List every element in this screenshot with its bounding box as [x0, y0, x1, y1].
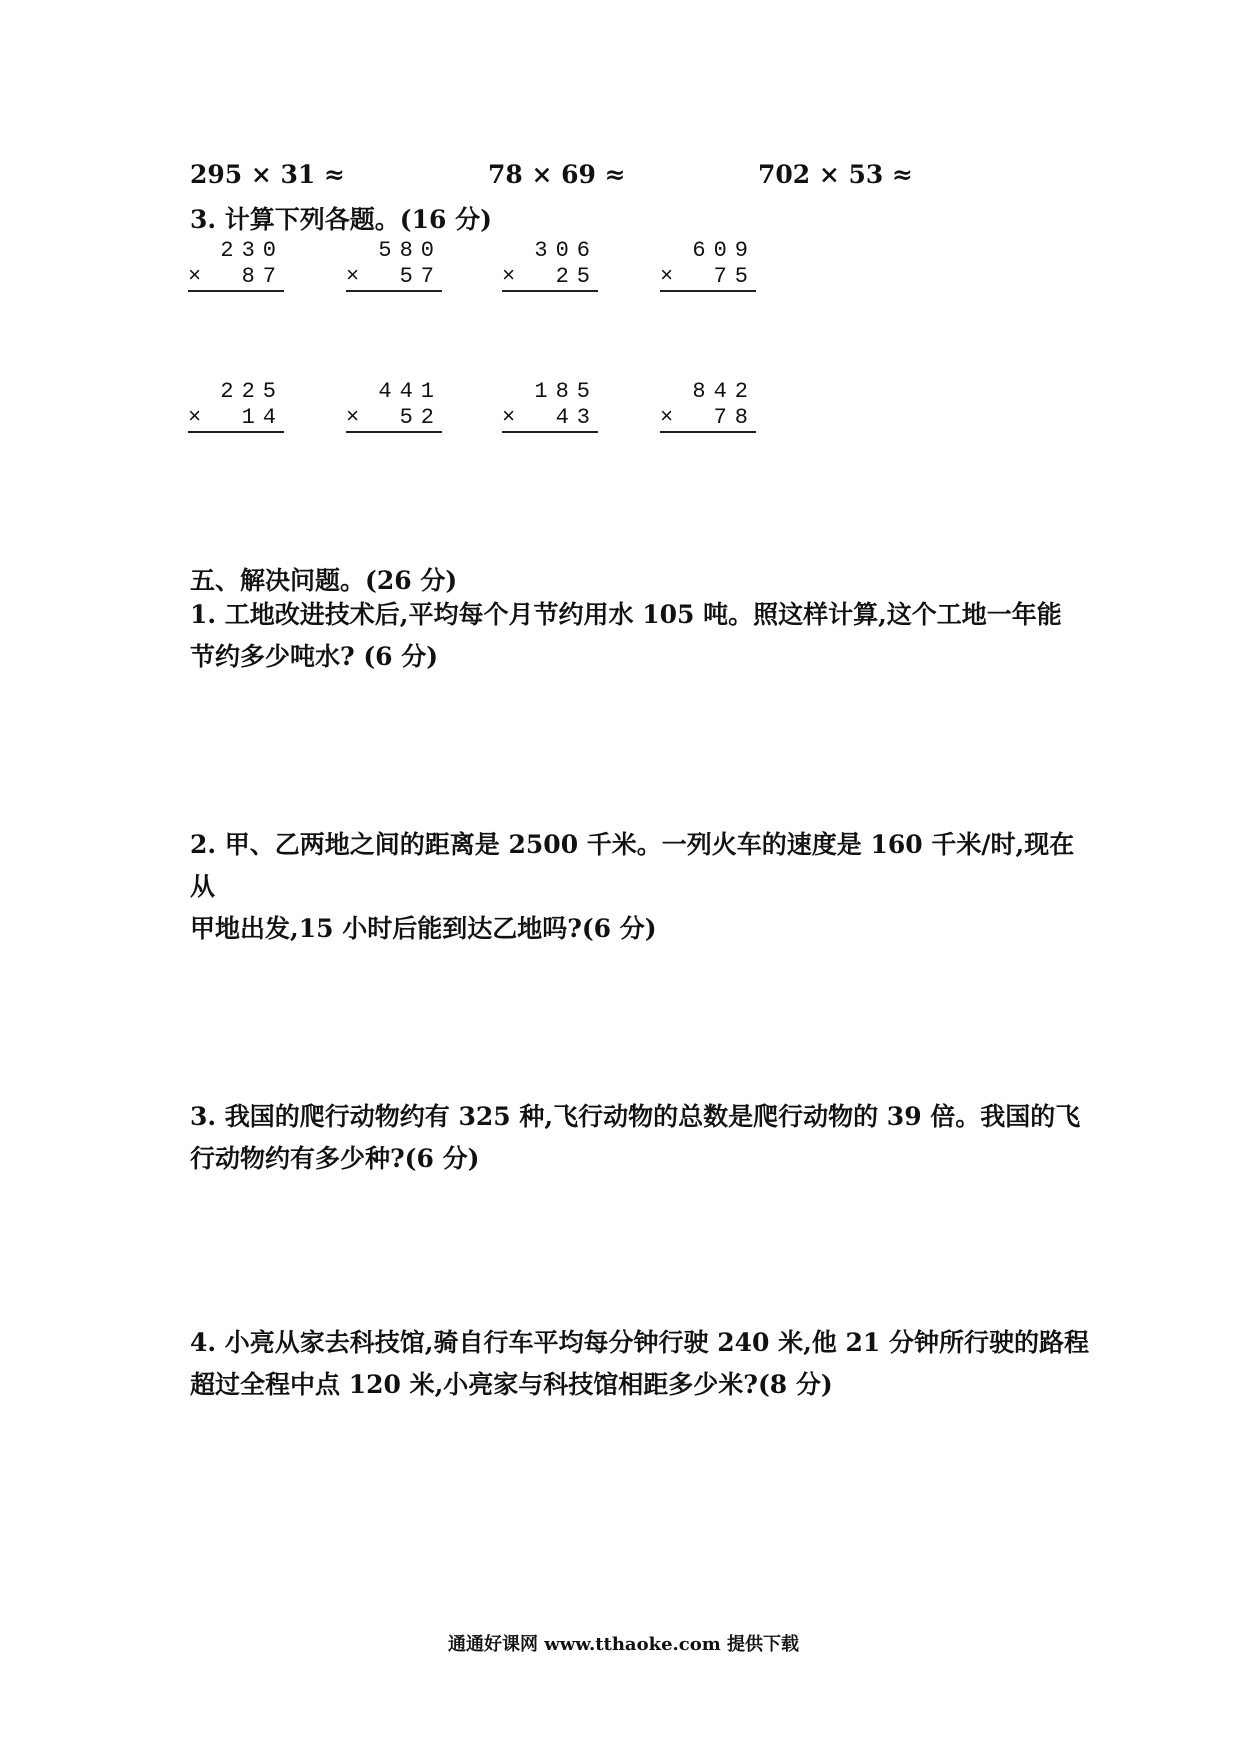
multiplicand: 441 — [378, 379, 442, 404]
section-3-title: 3. 计算下列各题。(16 分) — [190, 205, 492, 234]
times-sign: × — [660, 405, 674, 430]
question-line: 4. 小亮从家去科技馆,骑自行车平均每分钟行驶 240 米,他 21 分钟所行驶的路程 — [190, 1328, 1090, 1357]
times-sign: × — [188, 405, 202, 430]
multiplier: 52 — [399, 405, 442, 430]
vertical-multiplication — [502, 238, 598, 292]
word-problem-1 — [190, 594, 1090, 678]
word-problem-3 — [190, 1096, 1090, 1180]
multiplier: 75 — [713, 264, 756, 289]
question-line: 1. 工地改进技术后,平均每个月节约用水 105 吨。照这样计算,这个工地一年能 — [190, 600, 1062, 629]
vertical-multiplication — [188, 238, 284, 292]
question-line: 行动物约有多少种?(6 分) — [190, 1144, 480, 1173]
word-problem-2 — [190, 824, 1090, 950]
vertical-multiplication — [502, 379, 598, 433]
times-sign: × — [188, 264, 202, 289]
multiplier: 57 — [399, 264, 442, 289]
question-line: 节约多少吨水? (6 分) — [190, 642, 439, 671]
vertical-multiplication — [660, 238, 756, 292]
multiplicand: 225 — [220, 379, 284, 404]
times-sign: × — [502, 405, 516, 430]
word-problem-4 — [190, 1322, 1090, 1406]
multiplier: 87 — [241, 264, 284, 289]
section-5-title: 五、解决问题。(26 分) — [190, 566, 458, 595]
question-line: 2. 甲、乙两地之间的距离是 2500 千米。一列火车的速度是 160 千米/时,现在从 — [190, 830, 1075, 901]
multiplicand: 842 — [692, 379, 756, 404]
vertical-multiplication — [660, 379, 756, 433]
estimate-2: 78 × 69 ≈ — [488, 160, 626, 189]
multiplier: 43 — [555, 405, 598, 430]
footer-text: 通通好课网 www.tthaoke.com 提供下载 — [448, 1634, 800, 1655]
multiplier: 25 — [555, 264, 598, 289]
question-line: 超过全程中点 120 米,小亮家与科技馆相距多少米?(8 分) — [190, 1370, 833, 1399]
multiplier: 14 — [241, 405, 284, 430]
vertical-multiplication — [188, 379, 284, 433]
multiplier: 78 — [713, 405, 756, 430]
multiplicand: 306 — [534, 238, 598, 263]
multiplicand: 230 — [220, 238, 284, 263]
times-sign: × — [660, 264, 674, 289]
vertical-multiplication — [346, 238, 442, 292]
vertical-multiplication — [346, 379, 442, 433]
estimate-1: 295 × 31 ≈ — [190, 160, 345, 189]
times-sign: × — [346, 405, 360, 430]
multiplicand: 609 — [692, 238, 756, 263]
times-sign: × — [346, 264, 360, 289]
multiplicand: 185 — [534, 379, 598, 404]
times-sign: × — [502, 264, 516, 289]
estimate-3: 702 × 53 ≈ — [758, 160, 913, 189]
question-line: 甲地出发,15 小时后能到达乙地吗?(6 分) — [190, 914, 657, 943]
question-line: 3. 我国的爬行动物约有 325 种,飞行动物的总数是爬行动物的 39 倍。我国的飞 — [190, 1102, 1081, 1131]
multiplicand: 580 — [378, 238, 442, 263]
